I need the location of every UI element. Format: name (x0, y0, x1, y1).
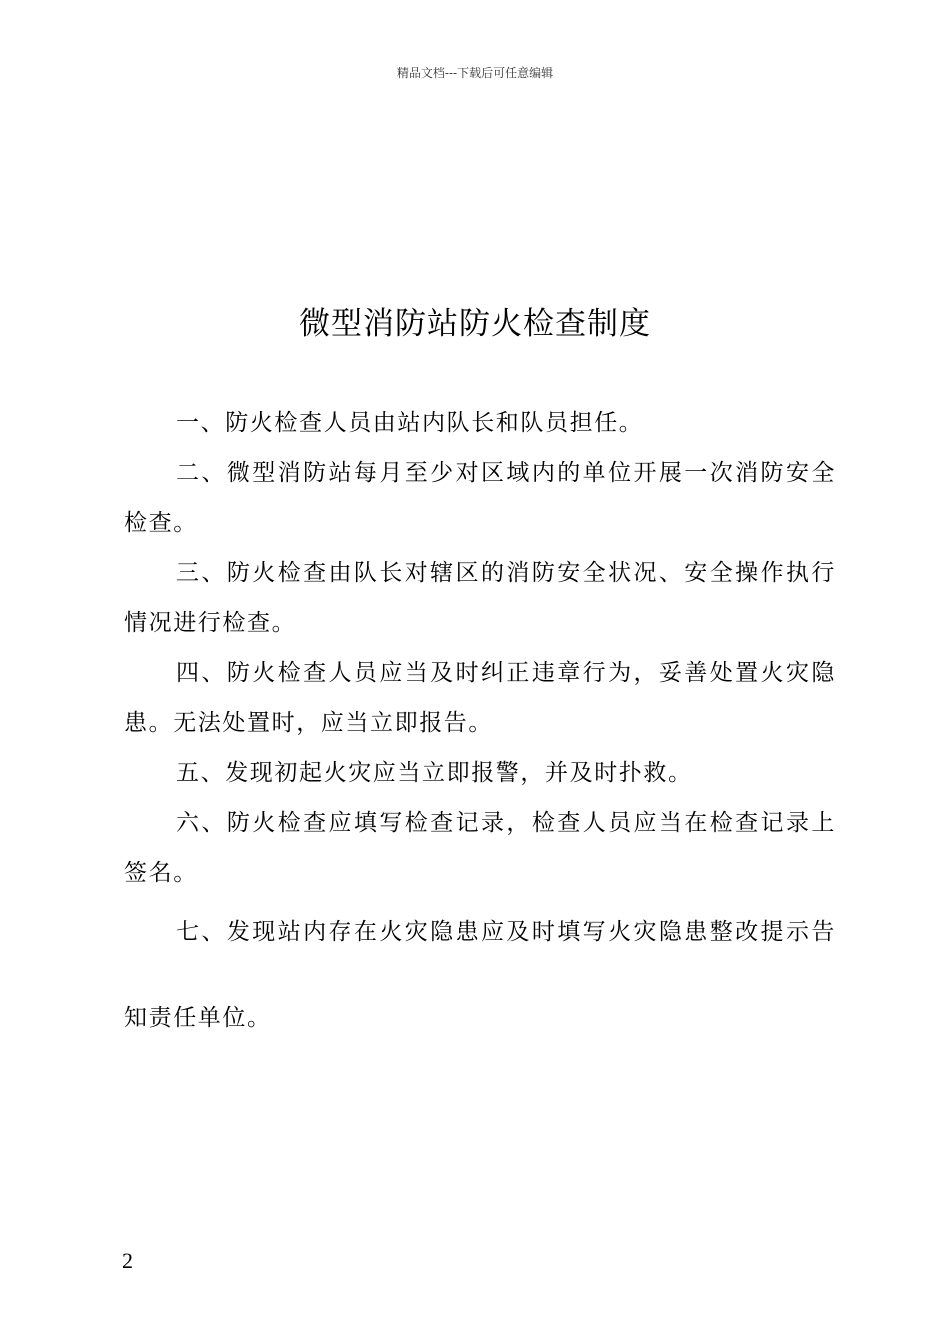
clause-1: 一、防火检查人员由站内队长和队员担任。 (176, 410, 644, 436)
clause-list (124, 398, 836, 1061)
page-title: 微型消防站防火检查制度 (299, 306, 651, 342)
clause-6: 六、防火检查应填写检查记录，检查人员应当在检查记录上签名。 (124, 810, 836, 886)
clause-5: 五、发现初起火灾应当立即报警，并及时扑救。 (176, 760, 693, 786)
page-number: 2 (122, 1248, 133, 1273)
header-note: 精品文档---下载后可任意编辑 (396, 66, 554, 80)
clause-2: 二、微型消防站每月至少对区域内的单位开展一次消防安全检查。 (124, 460, 836, 536)
clause-3: 三、防火检查由队长对辖区的消防安全状况、安全操作执行情况进行检查。 (124, 560, 836, 636)
clause-4: 四、防火检查人员应当及时纠正违章行为，妥善处置火灾隐患。无法处置时，应当立即报告。 (124, 660, 836, 736)
clause-7: 七、发现站内存在火灾隐患应及时填写火灾隐患整改提示告知责任单位。 (124, 919, 836, 1031)
